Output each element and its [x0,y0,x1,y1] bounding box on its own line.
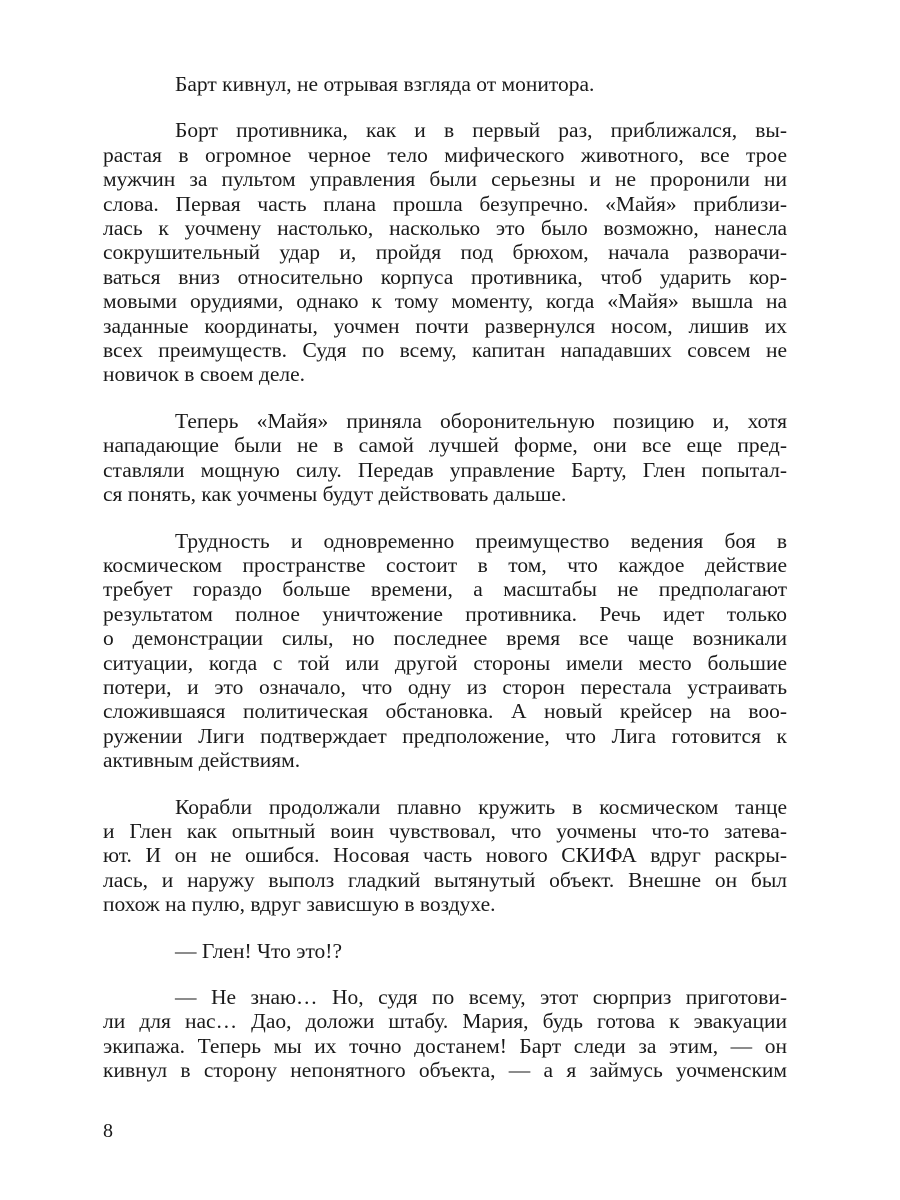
text-line: ли для нас… Дао, доложи штабу. Мария, будь готова к эвакуации [103,1009,787,1034]
text-line: новичок в своем деле. [103,362,306,387]
text-line: мужчин за пультом управления были серьезны и не проронили ни [103,167,787,192]
text-line: ют. И он не ошибся. Носовая часть нового СКИФА вдруг раскры- [103,843,787,868]
text-line: ситуации, когда с той или другой стороны имели место большие [103,650,787,675]
paragraph [103,985,787,1083]
text-line: Корабли продолжали плавно кружить в космическом танце [175,794,787,819]
text-line: — Глен! Что это!? [175,938,343,963]
text-line: лась к уочмену настолько, насколько это было возможно, нанесла [103,216,787,241]
paragraph [103,409,787,507]
page-number: 8 [103,1120,113,1142]
text-line: активным действиям. [103,748,301,773]
text-line: мовыми орудиями, однако к тому моменту, когда «Майя» вышла на [103,289,787,314]
text-line: сложившаяся политическая обстановка. А новый крейсер на воо- [103,699,787,724]
text-line: ся понять, как уочмены будут действовать дальше. [103,482,567,507]
text-line: и Глен как опытный воин чувствовал, что уочмены что-то затева- [103,818,787,843]
paragraph-gap [103,387,787,409]
text-line: требует гораздо больше времени, а масштабы не предполагают [103,577,787,602]
text-line: похож на пулю, вдруг зависшую в воздухе. [103,892,496,917]
paragraph-gap [103,507,787,529]
text-line: результатом полное уничтожение противника. Речь идет только [103,601,787,626]
paragraph-gap [103,963,787,985]
text-line: заданные координаты, уочмен почти развернулся носом, лишив их [103,313,787,338]
paragraph [103,118,787,386]
text-line: Барт кивнул, не отрывая взгляда от монитора. [175,72,595,96]
body-text [103,72,787,1083]
paragraph [103,795,787,917]
text-line: о демонстрации силы, но последнее время все чаще возникали [103,626,787,651]
text-line: ваться вниз относительно корпуса противника, чтоб ударить кор- [103,264,787,289]
text-line: кивнул в сторону непонятного объекта, — а я займусь уочменским [103,1058,787,1083]
text-line: Трудность и одновременно преимущество ведения боя в [175,528,787,553]
text-line: растая в огромное черное тело мифического животного, все трое [103,142,787,167]
text-line: экипажа. Теперь мы их точно достанем! Барт следи за этим, — он [103,1033,787,1058]
text-line: космическом пространстве состоит в том, что каждое действие [103,552,787,577]
paragraph-gap [103,96,787,118]
paragraph [103,529,787,773]
text-line: сокрушительный удар и, пройдя под брюхом, начала разворачи- [103,240,787,265]
text-line: лась, и наружу выполз гладкий вытянутый объект. Внешне он был [103,867,787,892]
text-line: потери, и это означало, что одну из сторон перестала устраивать [103,674,787,699]
text-line: ставляли мощную силу. Передав управление Барту, Глен попытал- [103,457,787,482]
text-line: — Не знаю… Но, судя по всему, этот сюрприз приготови- [175,985,787,1009]
text-line: всех преимуществ. Судя по всему, капитан нападавших совсем не [103,338,787,363]
paragraph-gap [103,773,787,795]
text-line: Теперь «Майя» приняла оборонительную позицию и, хотя [175,408,787,433]
text-line: слова. Первая часть плана прошла безупречно. «Майя» приблизи- [103,191,787,216]
paragraph-gap [103,917,787,939]
paragraph [103,72,787,96]
paragraph [103,939,787,963]
text-line: Борт противника, как и в первый раз, приближался, вы- [175,118,787,143]
text-line: ружении Лиги подтверждает предположение, что Лига готовится к [103,723,787,748]
text-line: нападающие были не в самой лучшей форме, они все еще пред- [103,433,787,458]
